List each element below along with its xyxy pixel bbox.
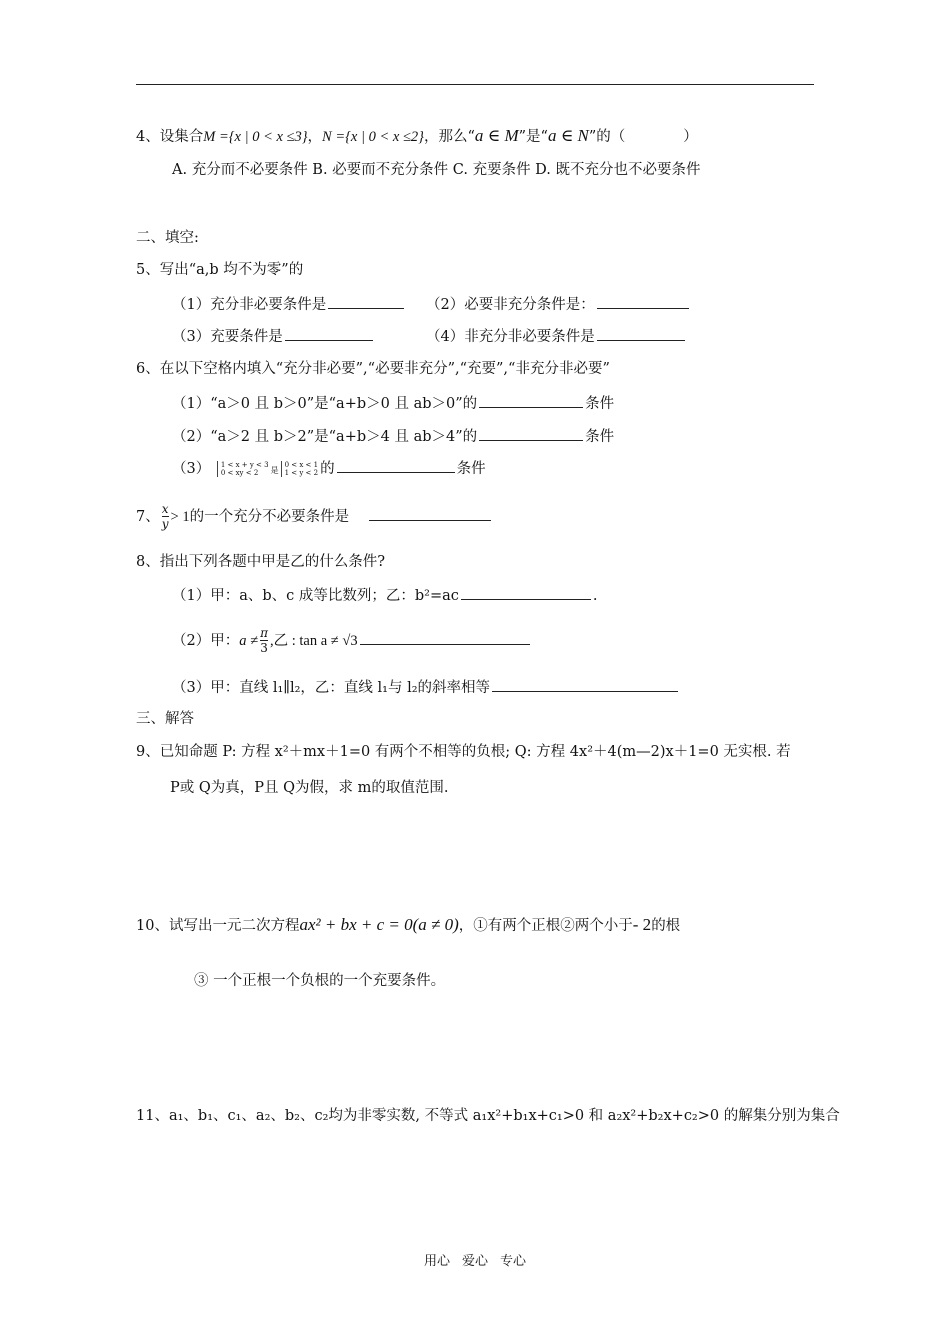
- quadratic-equation: ax² + bx + c = 0(a ≠ 0): [299, 915, 459, 934]
- question-5-title: 5、写出“a,b 均不为零”的: [136, 262, 304, 278]
- question-9-line1: 9、已知命题 P: 方程 x²＋mx＋1=0 有两个不相等的负根; Q: 方程 4x²＋4(m—2)x＋1=0 无实根. 若: [136, 744, 791, 760]
- question-6-title: 6、在以下空格内填入“充分非必要”,“必要非充分”,“充要”,“非充分非必要”: [136, 361, 610, 377]
- inequality-system-2: 0 < x < 1 1 < y < 2: [281, 461, 319, 477]
- page-footer: [0, 1250, 950, 1269]
- q6-item2-text: （2）“a＞2 且 b＞2”是“a+b＞4 且 ab＞4”的: [172, 429, 478, 445]
- q6-suffix: 条件: [456, 461, 486, 477]
- a-in-m: a ∈ M: [474, 126, 519, 145]
- answer-blank[interactable]: [597, 294, 689, 309]
- question-6-item2: [172, 426, 614, 447]
- answer-blank[interactable]: [360, 630, 530, 645]
- set-m: M ={x | 0 < x ≤3}: [203, 129, 308, 145]
- a-in-n: a ∈ N: [547, 126, 589, 145]
- fraction-pi-over-3: $\frac{\pi}{3}$: [260, 626, 268, 655]
- q4-tail: ”的（ ）: [588, 129, 698, 145]
- question-5-item2: [426, 294, 691, 315]
- q4-sep: ，: [307, 129, 323, 145]
- q8-item1-end: .: [592, 588, 598, 604]
- q8-item1-text: （1）甲：a、b、c 成等比数列；乙：b²=ac: [172, 588, 459, 604]
- q10-neg2: - 2: [632, 915, 652, 934]
- q6-suffix: 条件: [585, 396, 615, 412]
- q10-tail: 的根: [651, 918, 681, 934]
- answer-blank[interactable]: [492, 677, 678, 692]
- question-4-line1: [136, 126, 698, 147]
- answer-blank[interactable]: [461, 585, 591, 600]
- fraction-x-over-y: $\frac{x}{y}$: [161, 502, 169, 531]
- q5-item4-label: （4）非充分非必要条件是: [426, 329, 595, 345]
- inequality-system-1: 1 < x + y < 3 0 < xy < 2: [217, 461, 269, 477]
- q5-item1-label: （1）充分非必要条件是: [172, 297, 327, 313]
- question-5-item3: [172, 326, 375, 347]
- q7-prefix: 7、: [136, 509, 160, 525]
- q6-item3-label: （3）: [172, 461, 211, 477]
- q10-mid: ，①有两个正根②两个小于: [458, 918, 633, 934]
- set-n: N ={x | 0 < x ≤2}: [322, 129, 424, 145]
- q5-item2-label: （2）必要非充分条件是：: [426, 297, 595, 313]
- q8-item2-a: a ≠: [239, 633, 259, 649]
- q6-de: 的: [320, 461, 335, 477]
- q5-item3-label: （3）充要条件是: [172, 329, 283, 345]
- question-8-item1: [172, 585, 598, 606]
- header-rule: [136, 84, 814, 85]
- answer-blank[interactable]: [479, 393, 583, 408]
- question-6-item1: [172, 393, 614, 414]
- q7-gt: > 1: [170, 509, 190, 525]
- question-5-item1: [172, 294, 406, 315]
- question-7: [136, 502, 493, 532]
- q8-item2-rest: ,乙 : tan a ≠ √3: [269, 633, 358, 649]
- question-10-line1: [136, 912, 680, 939]
- question-8-title: 8、指出下列各题中甲是乙的什么条件?: [136, 554, 385, 570]
- question-10-line2: ③ 一个正根一个负根的一个充要条件。: [194, 973, 446, 989]
- section-3-heading: 三、解答: [136, 711, 194, 727]
- question-4-options: A. 充分而不必要条件 B. 必要而不充分条件 C. 充要条件 D. 既不充分也不必要条件: [172, 162, 701, 178]
- footer-word-3: 专心: [500, 1254, 527, 1269]
- answer-blank[interactable]: [285, 326, 373, 341]
- q7-text: 的一个充分不必要条件是: [189, 509, 350, 525]
- question-11-line1: 11、a₁、b₁、c₁、a₂、b₂、c₂均为非零实数, 不等式 a₁x²+b₁x+c₁>0 和 a₂x²+b₂x+c₂>0 的解集分别为集合: [136, 1108, 840, 1124]
- footer-word-2: 爱心: [461, 1254, 488, 1269]
- answer-blank[interactable]: [328, 294, 404, 309]
- q10-prefix: 10、试写出一元二次方程: [136, 918, 300, 934]
- q6-shi: 是: [270, 466, 279, 475]
- question-8-item3: [172, 677, 680, 698]
- section-2-heading: 二、填空:: [136, 230, 199, 246]
- q4-prefix: 4、设集合: [136, 129, 204, 145]
- q8-item2-label: （2）甲：: [172, 633, 240, 649]
- q4-mid: ，那么“: [423, 129, 475, 145]
- answer-blank[interactable]: [597, 326, 685, 341]
- q6-suffix: 条件: [585, 429, 615, 445]
- question-6-item3: [172, 458, 486, 481]
- question-5-item4: [426, 326, 687, 347]
- question-9-line2: P或 Q为真，P且 Q为假，求 m的取值范围.: [170, 780, 449, 796]
- question-8-item2: [172, 626, 532, 656]
- answer-blank[interactable]: [479, 426, 583, 441]
- footer-word-1: 用心: [423, 1254, 450, 1269]
- answer-blank[interactable]: [337, 458, 455, 473]
- q4-mid2: ”是“: [518, 129, 548, 145]
- q8-item3-text: （3）甲：直线 l₁∥l₂，乙：直线 l₁与 l₂的斜率相等: [172, 680, 491, 696]
- q6-item1-text: （1）“a＞0 且 b＞0”是“a+b＞0 且 ab＞0”的: [172, 396, 478, 412]
- answer-blank[interactable]: [369, 506, 491, 521]
